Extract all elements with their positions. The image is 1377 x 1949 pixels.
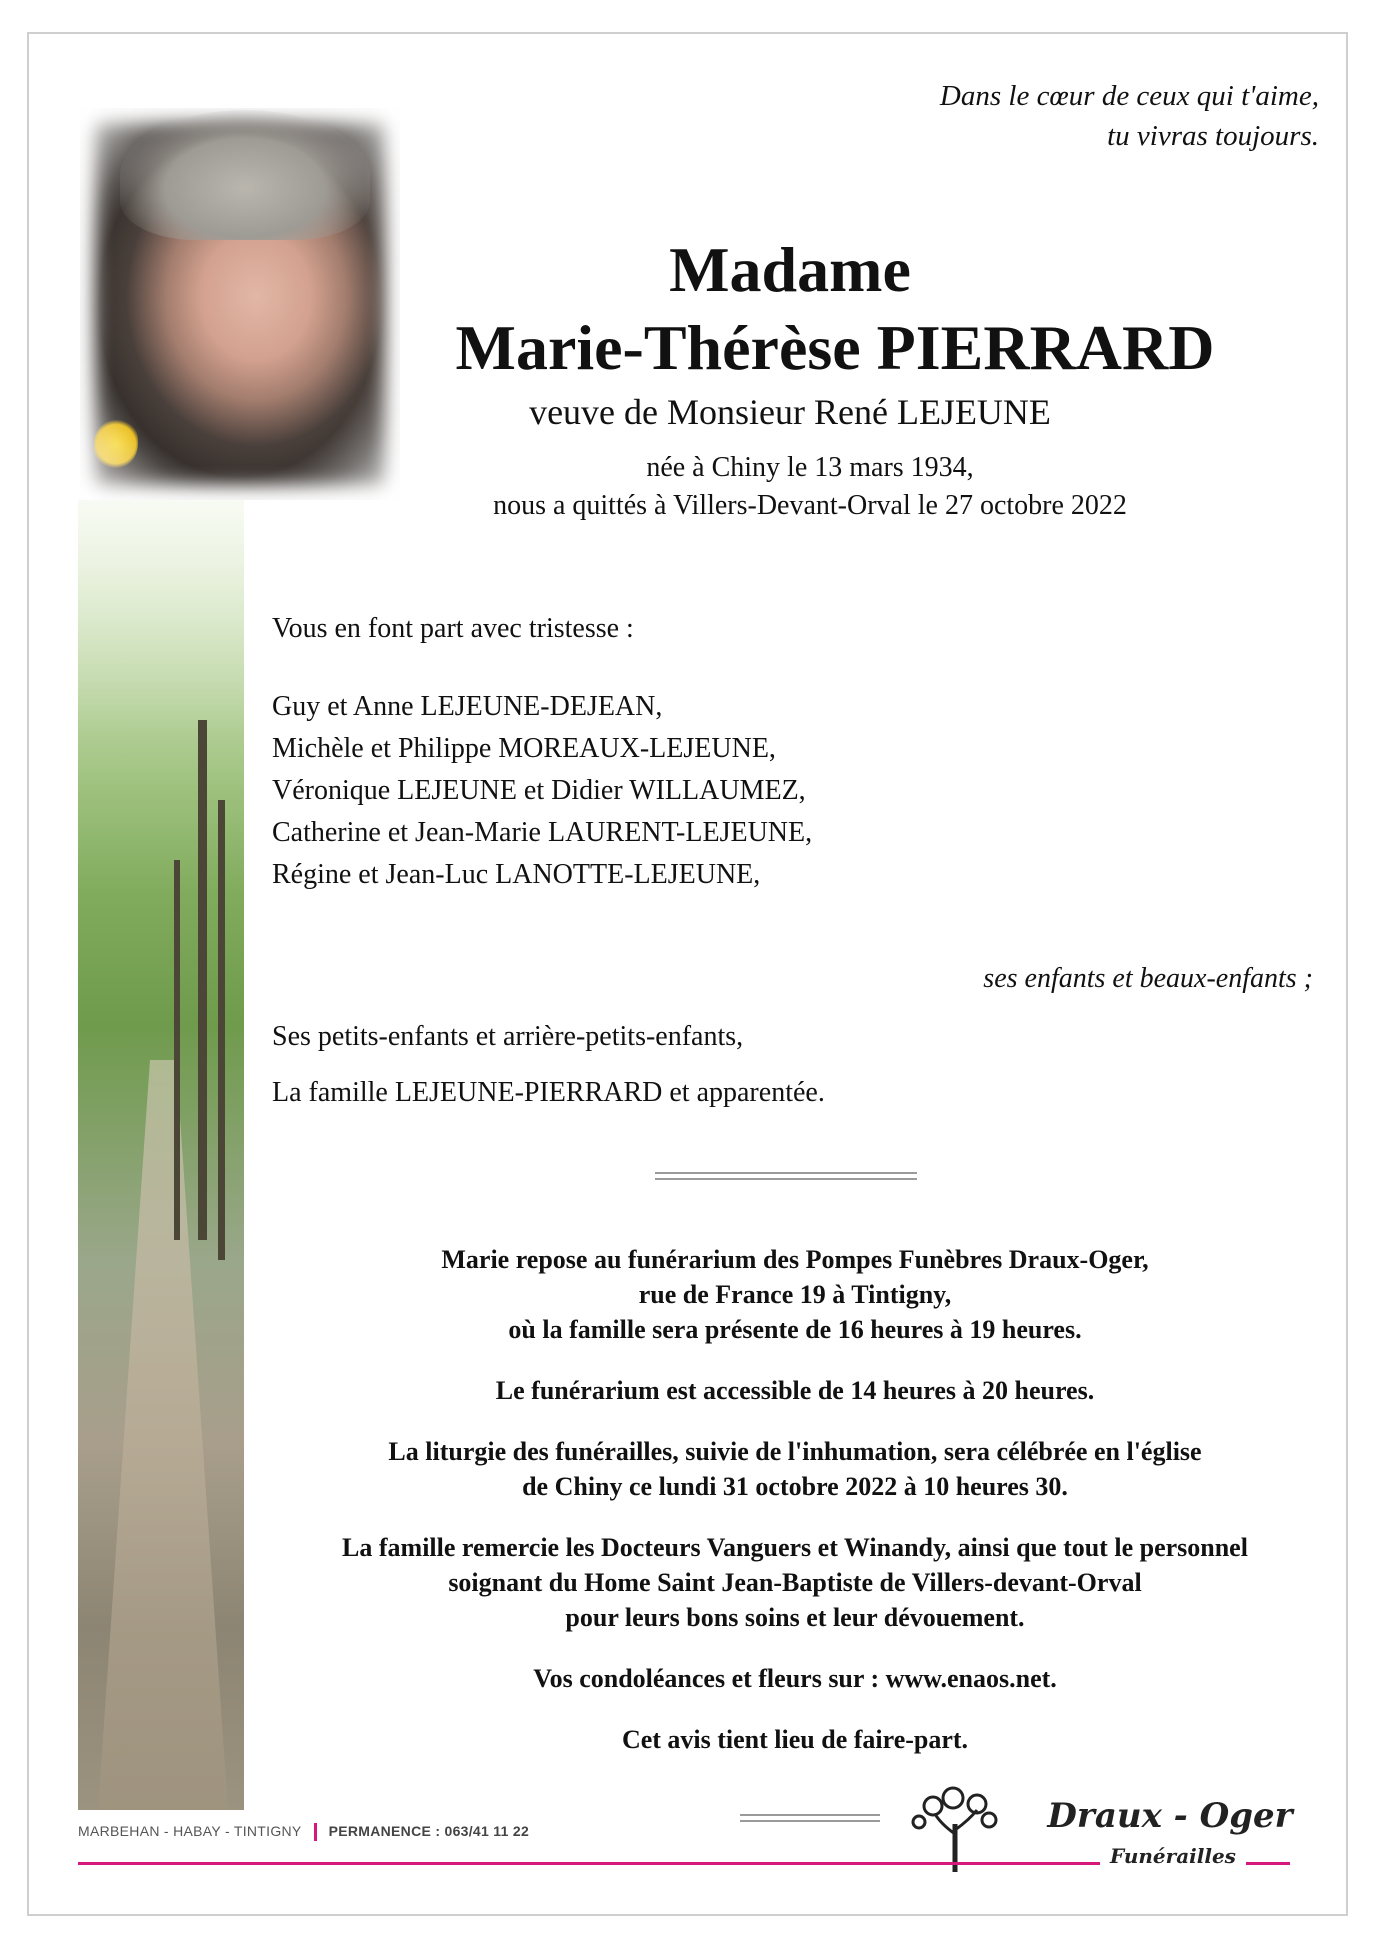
footer-pipe bbox=[314, 1823, 317, 1841]
family-member: Guy et Anne LEJEUNE-DEJEAN, bbox=[272, 691, 663, 722]
family-member: Régine et Jean-Luc LANOTTE-LEJEUNE, bbox=[272, 859, 761, 890]
liturgy-block bbox=[255, 1434, 1335, 1504]
footer-permanence: PERMANENCE : 063/41 11 22 bbox=[328, 1823, 530, 1839]
repose-block bbox=[255, 1242, 1335, 1347]
relative-line: La famille LEJEUNE-PIERRARD et apparentée. bbox=[272, 1077, 825, 1108]
brand-name: Draux - Oger bbox=[1047, 1796, 1293, 1836]
liturgy-line: de Chiny ce lundi 31 octobre 2022 à 10 heures 30. bbox=[522, 1472, 1068, 1501]
family-member: Véronique LEJEUNE et Didier WILLAUMEZ, bbox=[272, 775, 806, 806]
footer-locations: MARBEHAN - HABAY - TINTIGNY bbox=[78, 1823, 302, 1839]
repose-line: rue de France 19 à Tintigny, bbox=[638, 1280, 952, 1309]
access-line: Le funérarium est accessible de 14 heures à 20 heures. bbox=[495, 1376, 1095, 1405]
portrait-photo bbox=[80, 108, 400, 500]
honorific: Madame bbox=[669, 234, 911, 305]
forest-path bbox=[98, 1060, 228, 1810]
thanks-line: pour leurs bons soins et leur dévouement. bbox=[565, 1603, 1025, 1632]
thanks-block bbox=[255, 1530, 1335, 1635]
widow-of: veuve de Monsieur René LEJEUNE bbox=[529, 392, 1051, 432]
double-divider bbox=[655, 1172, 917, 1180]
tree-logo-icon bbox=[905, 1784, 1005, 1874]
footer-contact bbox=[78, 1823, 529, 1841]
deceased-name: Marie-Thérèse PIERRARD bbox=[455, 312, 1215, 383]
tree-trunk bbox=[198, 720, 207, 1240]
tree-trunk bbox=[174, 860, 180, 1240]
repose-line: où la famille sera présente de 16 heures à 19 heures. bbox=[508, 1315, 1082, 1344]
other-relatives bbox=[272, 1018, 825, 1130]
announcement: Vous en font part avec tristesse : bbox=[272, 613, 634, 644]
liturgy-line: La liturgie des funérailles, suivie de l'inhumation, sera célébrée en l'église bbox=[388, 1437, 1202, 1466]
epigraph bbox=[719, 76, 1319, 156]
notice-line: Cet avis tient lieu de faire-part. bbox=[621, 1725, 969, 1754]
notice-block bbox=[255, 1722, 1335, 1757]
ceremony-details bbox=[255, 1242, 1335, 1783]
epigraph-line: Dans le cœur de ceux qui t'aime, bbox=[939, 80, 1319, 112]
repose-line: Marie repose au funérarium des Pompes Funèbres Draux-Oger, bbox=[441, 1245, 1149, 1274]
condolences-block bbox=[255, 1661, 1335, 1696]
death-line: nous a quittés à Villers-Devant-Orval le 27 octobre 2022 bbox=[493, 490, 1127, 521]
family-member: Catherine et Jean-Marie LAURENT-LEJEUNE, bbox=[272, 817, 813, 848]
family-member: Michèle et Philippe MOREAUX-LEJEUNE, bbox=[272, 733, 776, 764]
forest-path-image bbox=[78, 500, 244, 1810]
life-dates bbox=[400, 449, 1220, 525]
condolences-line: Vos condoléances et fleurs sur : www.enaos.net. bbox=[533, 1664, 1057, 1693]
brand-sub: Funérailles bbox=[1100, 1844, 1246, 1868]
access-block bbox=[255, 1373, 1335, 1408]
footer-double-divider bbox=[740, 1814, 880, 1822]
family-list bbox=[272, 688, 812, 898]
tree-trunk bbox=[218, 800, 225, 1260]
thanks-line: soignant du Home Saint Jean-Baptiste de Villers-devant-Orval bbox=[448, 1568, 1142, 1597]
relative-line: Ses petits-enfants et arrière-petits-enfants, bbox=[272, 1021, 744, 1052]
epigraph-line: tu vivras toujours. bbox=[1107, 120, 1319, 152]
brand-logo bbox=[1040, 1796, 1300, 1868]
thanks-line: La famille remercie les Docteurs Vanguers et Winandy, ainsi que tout le personnel bbox=[342, 1533, 1248, 1562]
birth-line: née à Chiny le 13 mars 1934, bbox=[646, 452, 974, 483]
children-label: ses enfants et beaux-enfants ; bbox=[983, 963, 1313, 994]
